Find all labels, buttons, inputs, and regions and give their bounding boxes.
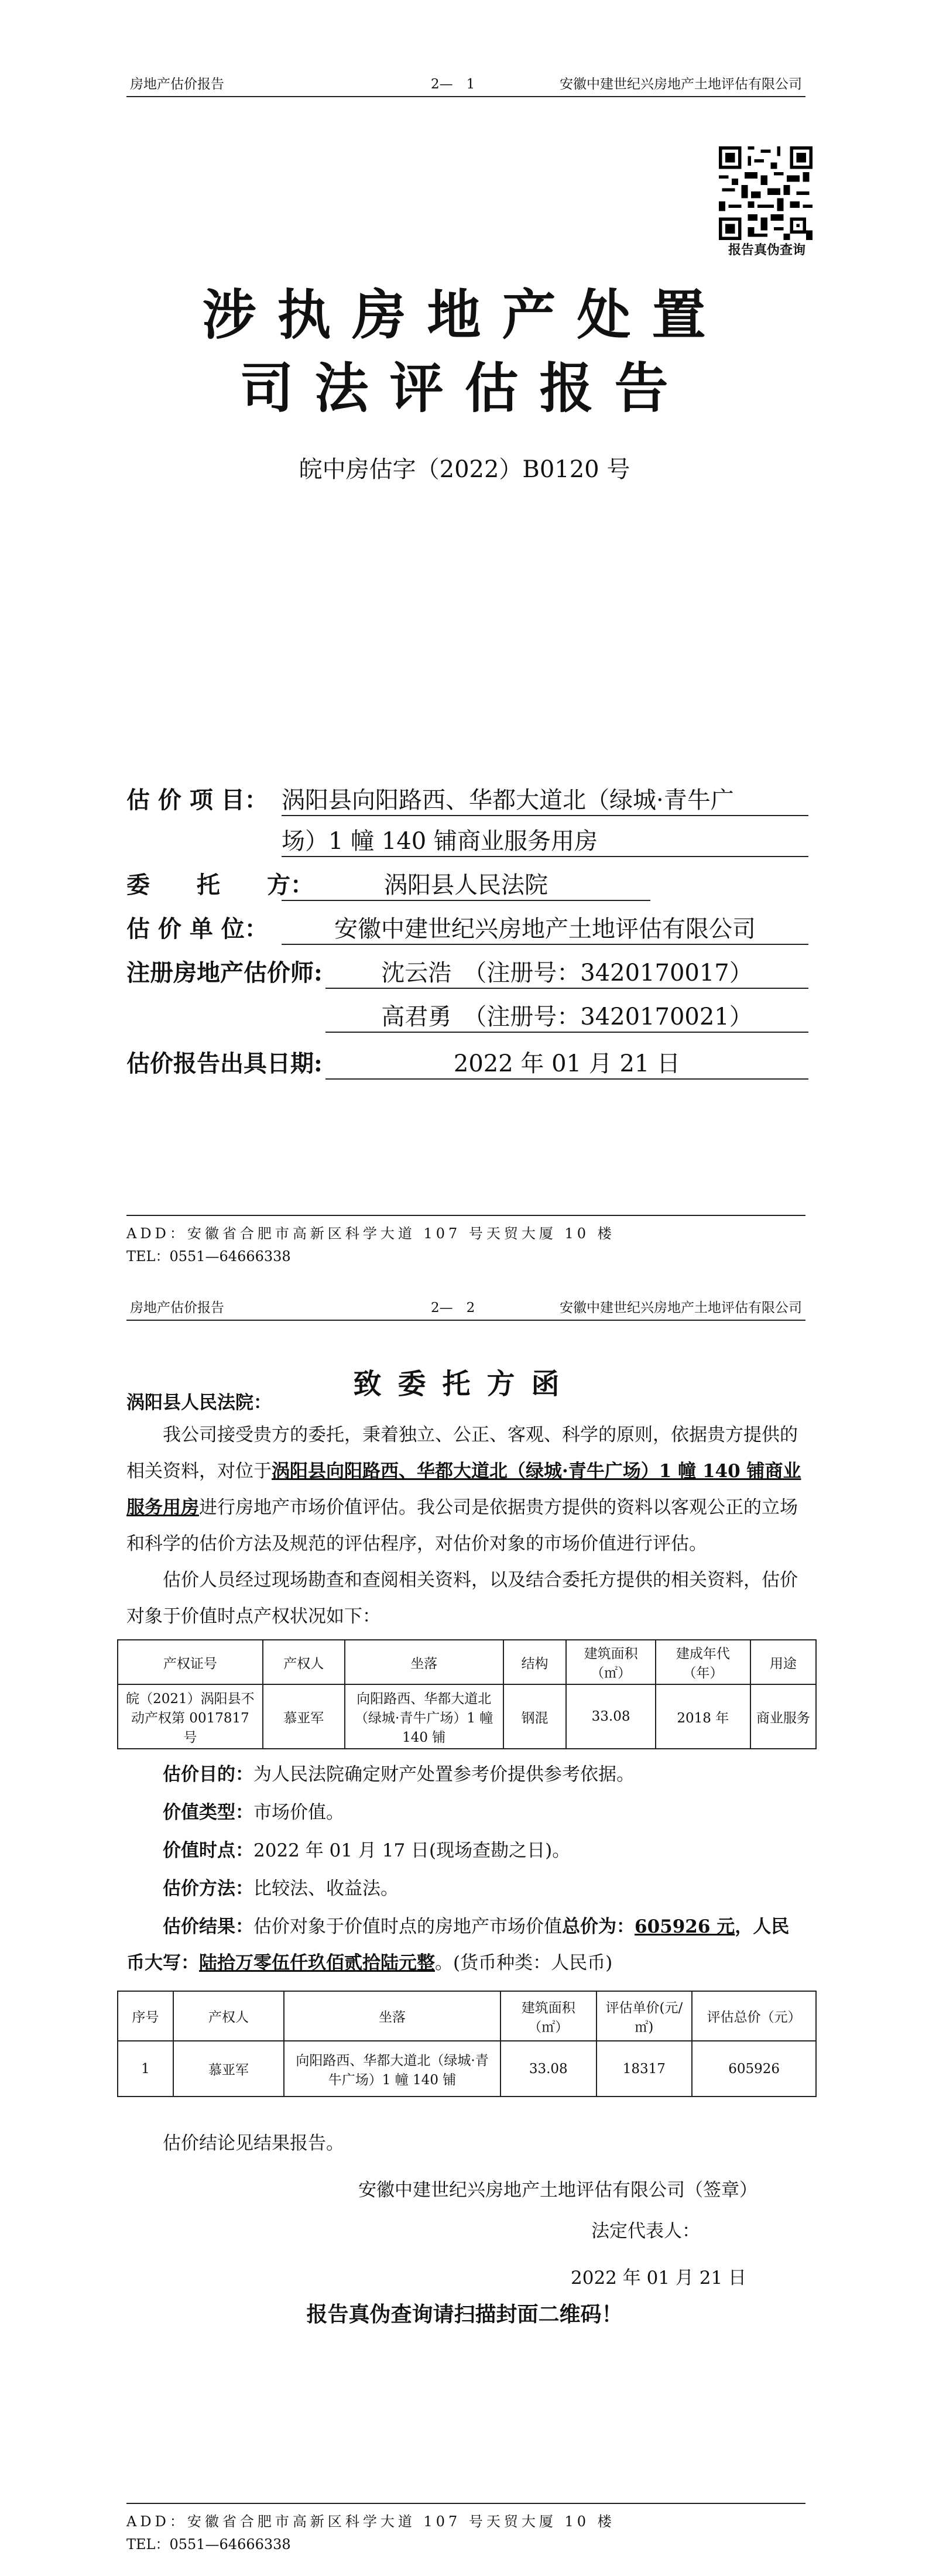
page-header — [126, 1294, 805, 1321]
date-value: 2022 年 01 月 21 日 — [325, 1045, 808, 1080]
unit-value: 安徽中建世纪兴房地产土地评估有限公司 — [282, 910, 808, 945]
total-value-words: 陆拾万零伍仟玖佰贰拾陆元整 — [199, 1952, 435, 1974]
appraiser-label: 注册房地产估价师: — [126, 959, 323, 986]
value-date-line: 价值时点：2022 年 01 月 17 日(现场查勘之日)。 — [163, 1840, 571, 1861]
property-rights-table — [117, 1639, 817, 1749]
table-header: 产权证号 — [118, 1640, 263, 1684]
conclusion-line: 估价结论见结果报告。 — [163, 2133, 344, 2154]
table-row — [118, 1684, 816, 1749]
valuation-result-table — [117, 1991, 817, 2097]
header-company: 安徽中建世纪兴房地产土地评估有限公司 — [560, 1300, 802, 1316]
page-footer — [126, 2503, 805, 2553]
footer-tel: TEL：0551—64666338 — [126, 1248, 291, 1265]
table-header: 评估总价（元） — [692, 1991, 816, 2041]
header-left: 房地产估价报告 — [130, 77, 224, 92]
sign-date: 2022 年 01 月 21 日 — [571, 2267, 747, 2289]
table-header-row — [118, 1640, 816, 1684]
report-title-line2: 司法评估报告 — [239, 357, 690, 420]
table-cell: 慕亚军 — [263, 1684, 345, 1749]
table-cell: 33.08 — [501, 2041, 596, 2097]
client-value: 涡阳县人民法院 — [282, 866, 650, 901]
table-cell: 向阳路西、华都大道北（绿城·青牛广场）1 幢 140 铺 — [345, 1684, 503, 1749]
table-cell: 向阳路西、华都大道北（绿城·青牛广场）1 幢 140 铺 — [284, 2041, 501, 2097]
purpose-line: 估价目的：为人民法院确定财产处置参考价提供参考依据。 — [163, 1764, 635, 1785]
client-label: 委 托 方： — [126, 871, 314, 899]
appraiser-2: 高君勇 （注册号：3420170021） — [325, 998, 808, 1033]
table-header: 产权人 — [263, 1640, 345, 1684]
qr-code-icon[interactable] — [719, 146, 813, 240]
paragraph-1: 我公司接受贵方的委托，秉着独立、公正、客观、科学的原则，依据贵方提供的相关资料，对位于涡阳县向阳路西、华都大道北（绿城·青牛广场）1 幢 140 铺商业服务用房进行房地产市场价值评估。我公司是依据贵方提供的资料以客观公正的立场和科学的估价方法及规范的评估程序，对估价对象的市场价值进行评估。 — [126, 1424, 801, 1554]
page-footer — [126, 1215, 805, 1265]
project-value-1: 涡阳县向阳路西、华都大道北（绿城·青牛广 — [282, 782, 808, 816]
table-cell: 商业服务 — [750, 1684, 816, 1749]
footer-address: ADD：安徽省合肥市高新区科学大道 107 号天贸大厦 10 楼 — [126, 1225, 615, 1242]
table-cell: 1 — [118, 2041, 173, 2097]
table-header-row — [118, 1991, 816, 2041]
document-number: 皖中房估字（2022）B0120 号 — [299, 456, 630, 483]
page-header — [126, 70, 805, 97]
table-cell: 605926 — [692, 2041, 816, 2097]
project-value-2: 场）1 幢 140 铺商业服务用房 — [282, 823, 808, 857]
property-address: 涡阳县向阳路西、华都大道北（绿城·青牛广场）1 幢 140 铺商业服务用房 — [126, 1461, 801, 1518]
table-header: 产权人 — [173, 1991, 284, 2041]
table-header: 结构 — [503, 1640, 567, 1684]
table-cell: 皖（2021）涡阳县不动产权第 0017817 号 — [118, 1684, 263, 1749]
method-line: 估价方法：比较法、收益法。 — [163, 1878, 399, 1899]
signer: 安徽中建世纪兴房地产土地评估有限公司（签章） — [358, 2180, 757, 2201]
result-line: 估价结果：估价对象于价值时点的房地产市场价值总价为：605926 元，人民币大写：陆拾万零伍仟玖佰贰拾陆元整。(货币种类：人民币) — [126, 1916, 790, 1974]
table-header: 坐落 — [284, 1991, 501, 2041]
header-company: 安徽中建世纪兴房地产土地评估有限公司 — [560, 77, 802, 92]
table-header: 评估单价(元/㎡) — [597, 1991, 693, 2041]
salutation: 涡阳县人民法院： — [126, 1392, 272, 1413]
table-cell: 钢混 — [503, 1684, 567, 1749]
total-value: 605926 元 — [635, 1916, 735, 1937]
scan-notice: 报告真伪查询请扫描封面二维码！ — [306, 2302, 623, 2327]
header-page-number: 2— 1 — [431, 77, 475, 92]
table-header: 建筑面积（㎡） — [501, 1991, 596, 2041]
letter-title: 致委托方函 — [353, 1368, 576, 1400]
appraiser-1: 沈云浩 （注册号：3420170017） — [325, 954, 808, 989]
value-type-line: 价值类型：市场价值。 — [163, 1802, 344, 1823]
table-header: 坐落 — [345, 1640, 503, 1684]
header-left: 房地产估价报告 — [130, 1300, 224, 1316]
table-cell: 2018 年 — [656, 1684, 750, 1749]
date-label: 估价报告出具日期: — [126, 1050, 323, 1077]
paragraph-2: 估价人员经过现场勘查和查阅相关资料，以及结合委托方提供的相关资料，估价对象于价值时点产权状况如下： — [126, 1570, 798, 1627]
report-title-line1: 涉执房地产处置 — [202, 283, 727, 347]
table-row — [118, 2041, 816, 2097]
table-header: 建成年代（年） — [656, 1640, 750, 1684]
project-label: 估 价 项 目： — [126, 786, 268, 814]
footer-tel: TEL：0551—64666338 — [126, 2536, 291, 2553]
qr-caption: 报告真伪查询 — [728, 242, 805, 258]
table-cell: 33.08 — [566, 1684, 656, 1749]
table-header: 建筑面积（㎡） — [566, 1640, 656, 1684]
legal-representative: 法定代表人： — [591, 2221, 700, 2242]
footer-address: ADD：安徽省合肥市高新区科学大道 107 号天贸大厦 10 楼 — [126, 2513, 615, 2530]
table-cell: 18317 — [597, 2041, 693, 2097]
unit-label: 估 价 单 位： — [126, 915, 268, 943]
table-cell: 慕亚军 — [173, 2041, 284, 2097]
table-header: 序号 — [118, 1991, 173, 2041]
table-header: 用途 — [750, 1640, 816, 1684]
header-page-number: 2— 2 — [431, 1300, 475, 1316]
